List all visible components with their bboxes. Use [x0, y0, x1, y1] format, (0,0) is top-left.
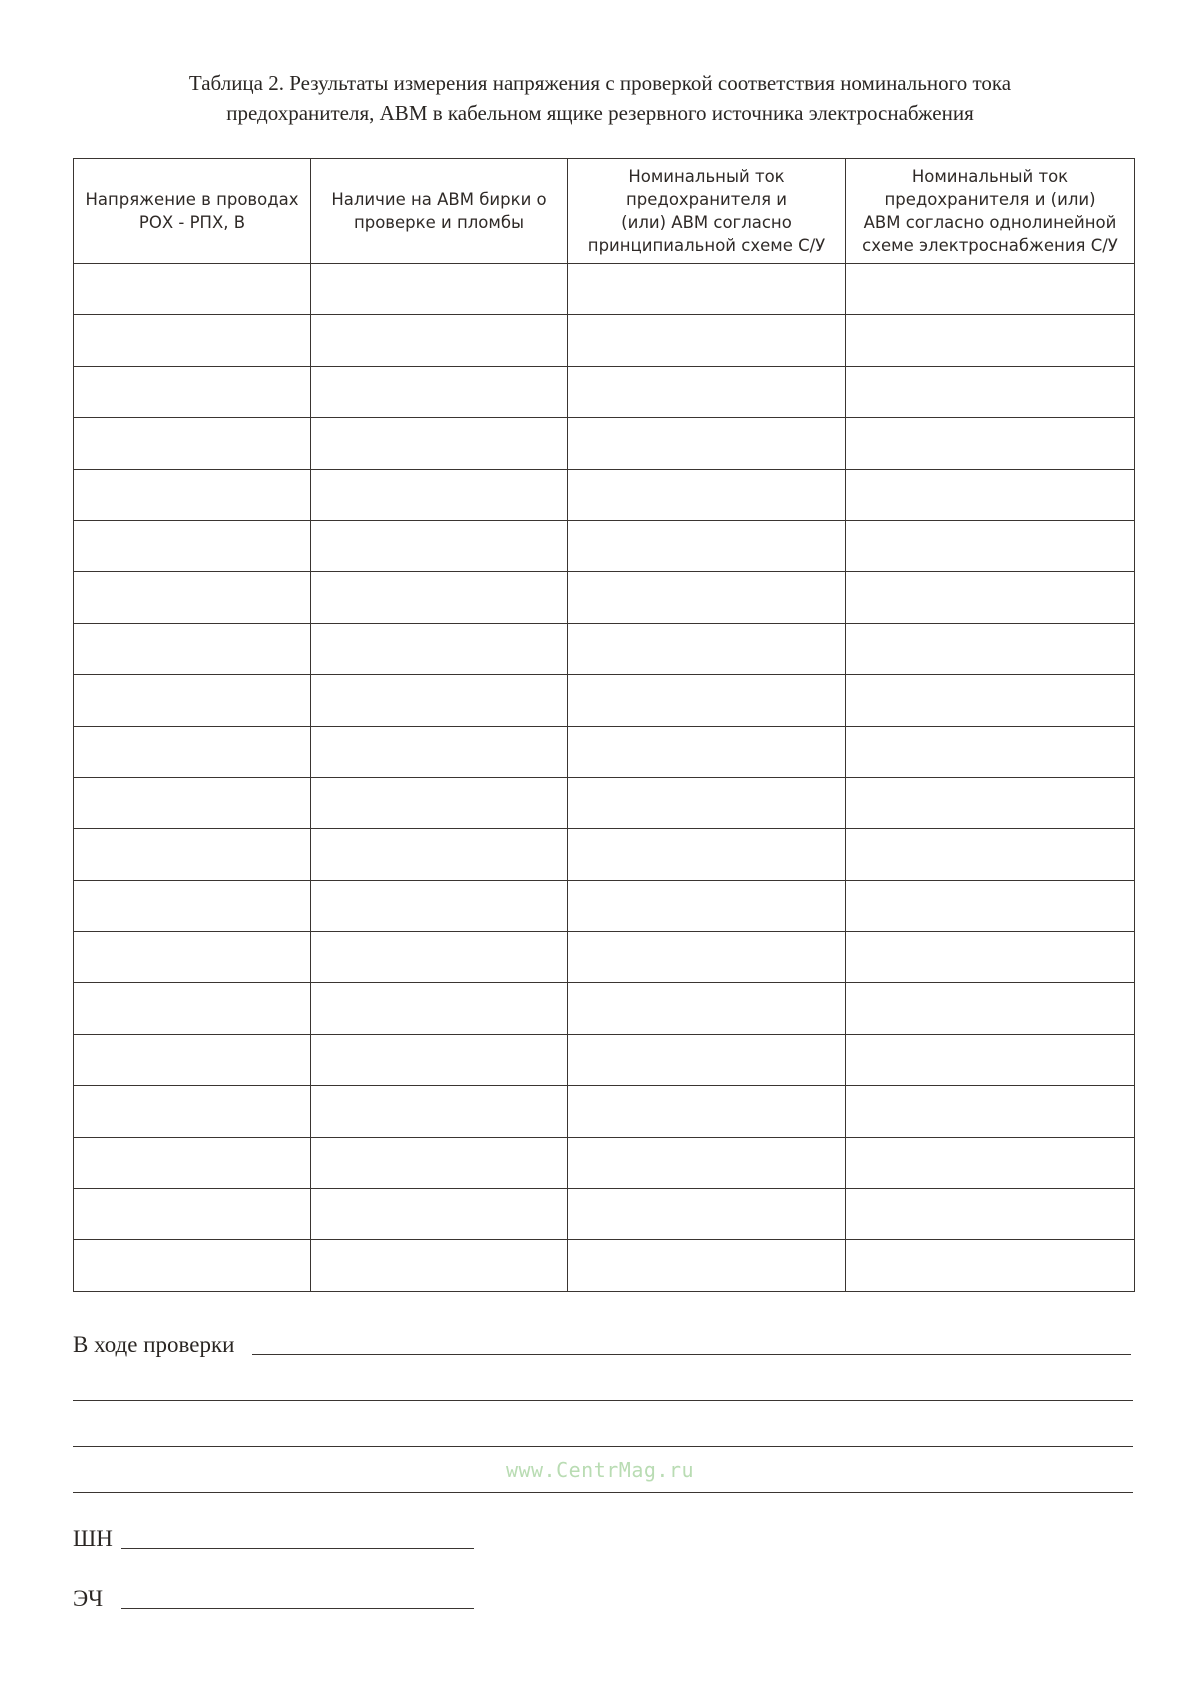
table-cell[interactable]	[568, 829, 846, 880]
caption-line-2: предохранителя, АВМ в кабельном ящике резервного источника электроснабжения	[226, 101, 974, 125]
table-cell[interactable]	[568, 264, 846, 315]
table-cell[interactable]	[846, 1189, 1135, 1240]
table-cell[interactable]	[568, 726, 846, 777]
table-cell[interactable]	[74, 315, 311, 366]
table-cell[interactable]	[846, 572, 1135, 623]
table-cell[interactable]	[311, 1034, 568, 1085]
table-row	[74, 1240, 1135, 1291]
table-cell[interactable]	[846, 726, 1135, 777]
shn-label: ШН	[73, 1526, 113, 1551]
table-cell[interactable]	[568, 777, 846, 828]
table-cell[interactable]	[568, 983, 846, 1034]
table-cell[interactable]	[74, 932, 311, 983]
table-cell[interactable]	[568, 675, 846, 726]
table-cell[interactable]	[74, 572, 311, 623]
table-cell[interactable]	[74, 623, 311, 674]
table-cell[interactable]	[311, 264, 568, 315]
table-cell[interactable]	[311, 572, 568, 623]
table-cell[interactable]	[568, 1137, 846, 1188]
table-row	[74, 777, 1135, 828]
table-cell[interactable]	[74, 1137, 311, 1188]
column-header-rated-current-schematic: Номинальный ток предохранителя и (или) АВМ согласно принципиальной схеме С/У	[568, 159, 846, 264]
table-cell[interactable]	[74, 1034, 311, 1085]
table-cell[interactable]	[311, 366, 568, 417]
table-cell[interactable]	[74, 880, 311, 931]
table-cell[interactable]	[568, 1034, 846, 1085]
table-row	[74, 366, 1135, 417]
table-cell[interactable]	[846, 829, 1135, 880]
table-cell[interactable]	[74, 726, 311, 777]
column-header-rated-current-single-line: Номинальный ток предохранителя и (или) АВМ согласно однолинейной схеме электроснабжения С/У	[846, 159, 1135, 264]
table-row	[74, 932, 1135, 983]
table-cell[interactable]	[568, 1189, 846, 1240]
table-cell[interactable]	[846, 1034, 1135, 1085]
table-cell[interactable]	[568, 366, 846, 417]
table-cell[interactable]	[311, 469, 568, 520]
table-cell[interactable]	[568, 572, 846, 623]
table-cell[interactable]	[568, 469, 846, 520]
table-cell[interactable]	[311, 983, 568, 1034]
table-cell[interactable]	[846, 418, 1135, 469]
table-cell[interactable]	[74, 1086, 311, 1137]
table-cell[interactable]	[311, 1189, 568, 1240]
caption-line-1: Таблица 2. Результаты измерения напряжения с проверкой соответствия номинального тока	[188, 71, 1012, 95]
table-cell[interactable]	[311, 1137, 568, 1188]
table-row	[74, 880, 1135, 931]
check-text-line-2[interactable]	[73, 1400, 1133, 1401]
table-row	[74, 726, 1135, 777]
table-row	[74, 1137, 1135, 1188]
measurement-table	[73, 158, 1135, 1292]
table-header-row	[74, 159, 1135, 264]
table-cell[interactable]	[568, 520, 846, 571]
table-cell[interactable]	[311, 315, 568, 366]
table-row	[74, 1189, 1135, 1240]
table-row	[74, 520, 1135, 571]
table-caption	[60, 68, 1140, 128]
table-row	[74, 623, 1135, 674]
table-cell[interactable]	[74, 1189, 311, 1240]
table-row	[74, 418, 1135, 469]
table-cell[interactable]	[846, 983, 1135, 1034]
table-cell[interactable]	[846, 469, 1135, 520]
table-row	[74, 983, 1135, 1034]
table-cell[interactable]	[846, 932, 1135, 983]
table-cell[interactable]	[311, 880, 568, 931]
table-cell[interactable]	[846, 675, 1135, 726]
table-cell[interactable]	[311, 1240, 568, 1291]
check-text-line-3[interactable]	[73, 1446, 1133, 1447]
table-row	[74, 675, 1135, 726]
table-cell[interactable]	[74, 829, 311, 880]
table-cell[interactable]	[311, 675, 568, 726]
ech-label: ЭЧ	[73, 1586, 104, 1611]
table-cell[interactable]	[568, 880, 846, 931]
table-cell[interactable]	[846, 623, 1135, 674]
table-cell[interactable]	[846, 777, 1135, 828]
table-cell[interactable]	[846, 880, 1135, 931]
table-cell[interactable]	[74, 983, 311, 1034]
table-cell[interactable]	[568, 1240, 846, 1291]
table-cell[interactable]	[311, 418, 568, 469]
table-cell[interactable]	[568, 623, 846, 674]
table-cell[interactable]	[74, 777, 311, 828]
table-cell[interactable]	[74, 264, 311, 315]
table-cell[interactable]	[568, 1086, 846, 1137]
ech-signature-line[interactable]	[121, 1608, 474, 1609]
table-cell[interactable]	[311, 777, 568, 828]
table-row	[74, 315, 1135, 366]
table-cell[interactable]	[311, 932, 568, 983]
table-cell[interactable]	[74, 366, 311, 417]
table-row	[74, 469, 1135, 520]
check-text-line-1[interactable]	[252, 1354, 1131, 1355]
table-body	[74, 264, 1135, 1292]
table-cell[interactable]	[74, 675, 311, 726]
shn-signature-line[interactable]	[121, 1548, 474, 1549]
table-cell[interactable]	[311, 829, 568, 880]
table-row	[74, 572, 1135, 623]
table-cell[interactable]	[311, 726, 568, 777]
table-cell[interactable]	[846, 366, 1135, 417]
table-cell[interactable]	[311, 1086, 568, 1137]
table-cell[interactable]	[311, 520, 568, 571]
table-cell[interactable]	[74, 520, 311, 571]
table-cell[interactable]	[74, 469, 311, 520]
table-cell[interactable]	[311, 623, 568, 674]
table-cell[interactable]	[568, 315, 846, 366]
table-cell[interactable]	[74, 1240, 311, 1291]
table-cell[interactable]	[846, 1137, 1135, 1188]
check-label: В ходе проверки	[73, 1332, 235, 1357]
column-header-voltage: Напряжение в проводах РОХ - РПХ, В	[74, 159, 311, 264]
column-header-tag-and-seal: Наличие на АВМ бирки о проверке и пломбы	[311, 159, 568, 264]
table-cell[interactable]	[846, 315, 1135, 366]
watermark-text: www.CentrMag.ru	[505, 1458, 695, 1482]
table-cell[interactable]	[846, 264, 1135, 315]
table-cell[interactable]	[74, 418, 311, 469]
table-cell[interactable]	[846, 520, 1135, 571]
table-row	[74, 1086, 1135, 1137]
table-cell[interactable]	[846, 1240, 1135, 1291]
table-row	[74, 264, 1135, 315]
table-cell[interactable]	[568, 418, 846, 469]
check-text-line-4[interactable]	[73, 1492, 1133, 1493]
table-row	[74, 829, 1135, 880]
table-row	[74, 1034, 1135, 1085]
table-cell[interactable]	[846, 1086, 1135, 1137]
table-cell[interactable]	[568, 932, 846, 983]
